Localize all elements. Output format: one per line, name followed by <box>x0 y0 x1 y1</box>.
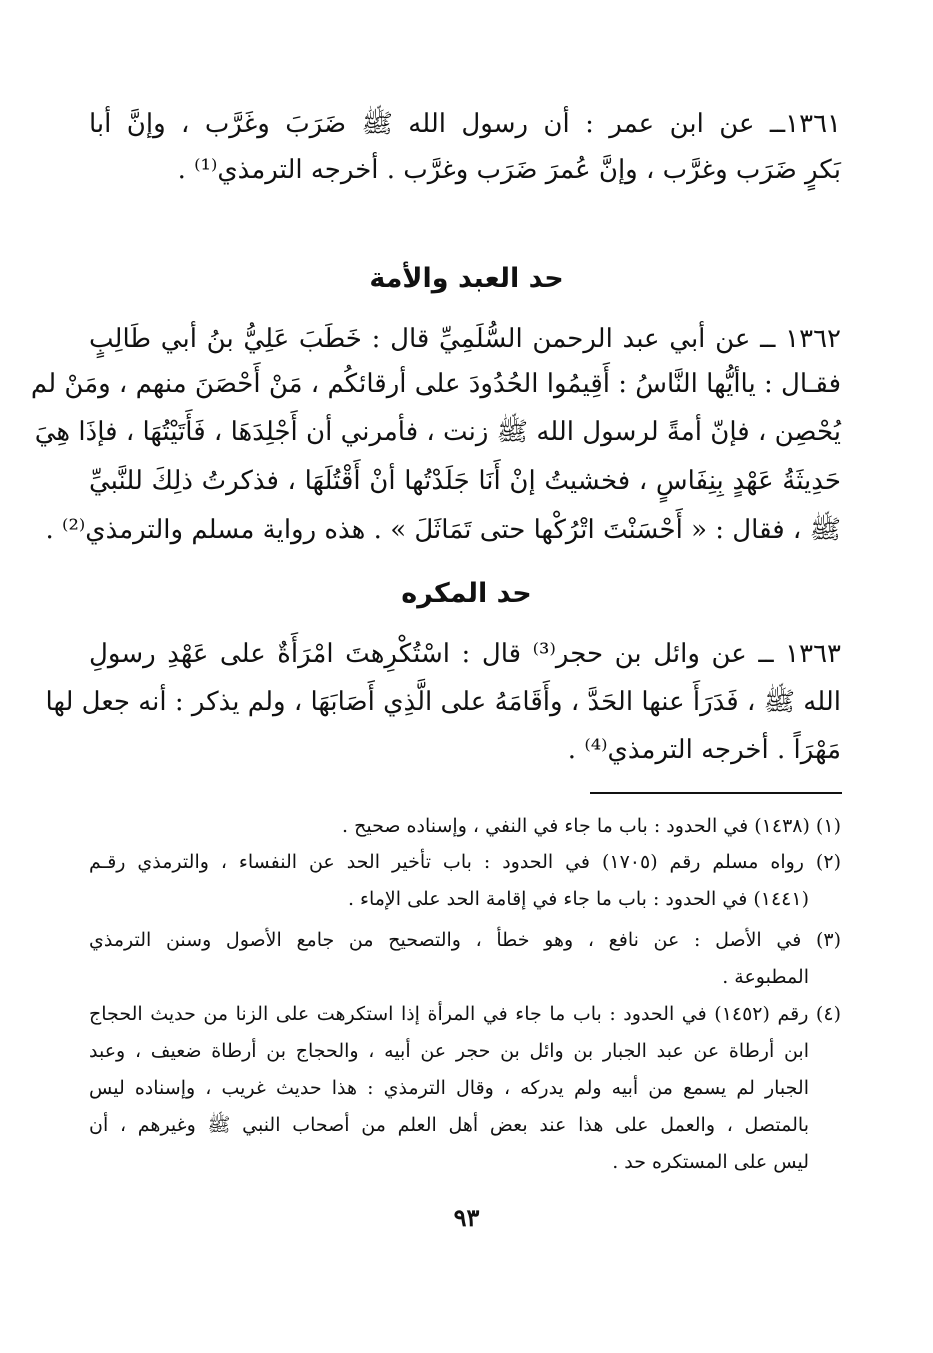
hadith-1362-line-4: حَدِيثَةُ عَهْدٍ بِنِفَاسٍ ، فخشيتُ إنْ أَنَا جَلَدْتُها أنْ أَقْتُلَهَا ، فذكرتُ ذلِكَ للنَّبيِّ <box>89 466 841 496</box>
section-heading-coerced-punishment: حد المكره <box>401 578 532 609</box>
footnote-3-line-1: (٣) في الأصل : عن نافع ، وهو خطأ ، والتصحيح من جامع الأصول وسنن الترمذي <box>89 929 841 951</box>
hadith-1362-line-2: فقـال : ياأيُّها النَّاسُ : أَقِيمُوا الحُدُودَ على أرقائكُم ، مَنْ أَحْصَنَ منهم ، ومَنْ لم <box>30 369 841 399</box>
hadith-1362-line-1: ١٣٦٢ ــ عن أبي عبد الرحمن السُّلَمِيِّ قال : خَطَبَ عَلِيُّ بنُ أبي طَالِبٍ <box>89 324 841 354</box>
hadith-1363-line-2: الله ﷺ ، فَدَرَأَ عنها الحَدَّ ، وأَقَامَهُ على الَّذِي أَصَابَهَا ، ولم يذكر : أنه جعل لها <box>45 687 841 717</box>
footnote-4-line-4: بالمتصل ، والعمل على هذا عند بعض أهل العلم من أصحاب النبي ﷺ وغيرهم ، أن <box>89 1114 809 1136</box>
footnote-2-line-2: (١٤٤١) في الحدود : باب ما جاء في إقامة الحد على الإماء . <box>347 888 809 910</box>
hadith-1361-line-1: ١٣٦١ــ عن ابن عمر : أن رسول الله ﷺ ضَرَبَ وغَرَّب ، وإنَّ أبا <box>89 109 841 139</box>
footnote-4-line-5: ليس على المستكره حد . <box>612 1151 809 1173</box>
hadith-1363-line-3: مَهْرَاً . أخرجه الترمذي⁽⁴⁾ . <box>567 735 841 765</box>
footnote-separator <box>590 792 842 794</box>
page-number: ٩٣ <box>453 1203 480 1232</box>
hadith-1363-line-1: ١٣٦٣ ــ عن وائل بن حجر⁽³⁾ قال : اسْتُكْرِهتَ امْرَأَةٌ على عَهْدِ رسولِ <box>89 639 841 669</box>
footnote-1-line-1: (١) (١٤٣٨) في الحدود : باب ما جاء في النفي ، وإسناده صحيح . <box>342 815 841 837</box>
hadith-1362-line-3: يُحْصِن ، فإنّ أمةً لرسول الله ﷺ زنت ، فأمرني أن أَجْلِدَهَا ، فَأَتَيْتُهَا ، فإذَا هِيَ <box>34 417 841 447</box>
footnote-3-line-2: المطبوعة . <box>722 966 809 988</box>
footnote-4-line-3: الجبار لم يسمع من أبيه ولم يدركه ، وقال الترمذي : هذا حديث غريب ، وإسناده ليس <box>89 1077 809 1099</box>
section-heading-slave-punishment: حد العبد والأمة <box>369 263 564 294</box>
hadith-1361-line-2: بَكرٍ ضَرَب وغرَّب ، وإنَّ عُمرَ ضَرَب وغرَّب . أخرجه الترمذي⁽¹⁾ . <box>177 155 841 185</box>
hadith-1362-line-5: ﷺ ، فقال : « أَحْسَنْتَ اتْرُكْها حتى تَمَاثَلَ » . هذه رواية مسلم والترمذي⁽²⁾ . <box>45 515 841 545</box>
footnote-4-line-1: (٤) رقم (١٤٥٢) في الحدود : باب ما جاء في المرأة إذا استكرهت على الزنا من حديث الحجاج <box>89 1003 841 1025</box>
footnote-4-line-2: ابن أرطاة عن عبد الجبار بن وائل بن حجر عن أبيه ، والحجاج بن أرطاة ضعيف ، وعبد <box>89 1040 809 1062</box>
footnote-2-line-1: (٢) رواه مسلم رقم (١٧٠٥) في الحدود : باب تأخير الحد عن النفساء ، والترمذي رقـم <box>89 851 841 873</box>
